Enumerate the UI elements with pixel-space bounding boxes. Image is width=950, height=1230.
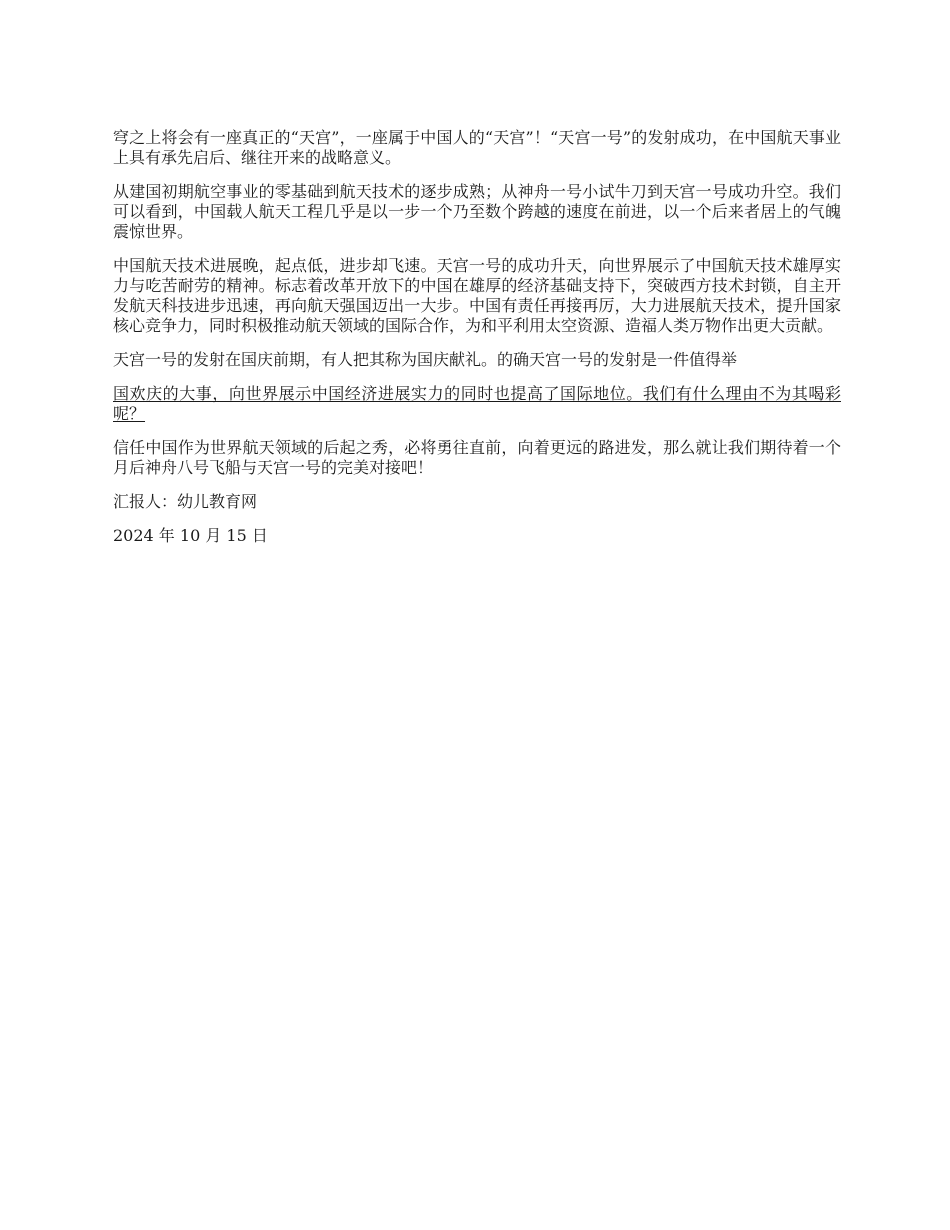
date-line: 2024 年 10 月 15 日: [113, 526, 268, 545]
reporter-line: 汇报人：幼儿教育网: [113, 492, 258, 511]
document-body: [113, 128, 841, 560]
paragraph-national-day-launch: 天宫一号的发射在国庆前期，有人把其称为国庆献礼。的确天宫一号的发射是一件值得举: [113, 350, 738, 369]
paragraph-future-docking: 信任中国作为世界航天领域的后起之秀，必将勇往直前，向着更远的路进发，那么就让我们期待着一个月后神舟八号飞船与天宫一号的完美对接吧！: [113, 438, 841, 477]
paragraph-celebration-underlined: 国欢庆的大事，向世界展示中国经济进展实力的同时也提高了国际地位。我们有什么理由不为其喝彩呢？: [113, 384, 841, 423]
paragraph-tiangong-significance: 穹之上将会有一座真正的“天宫”，一座属于中国人的“天宫”！“天宫一号”的发射成功，在中国航天事业上具有承先启后、继往开来的战略意义。: [113, 128, 841, 167]
paragraph-aerospace-progress: 从建国初期航空事业的零基础到航天技术的逐步成熟；从神舟一号小试牛刀到天宫一号成功升空。我们可以看到，中国载人航天工程几乎是以一步一个乃至数个跨越的速度在前进，以一个后来者居上的气魄震惊世界。: [113, 182, 841, 241]
paragraph-technology-development: 中国航天技术进展晚，起点低，进步却飞速。天宫一号的成功升天，向世界展示了中国航天技术雄厚实力与吃苦耐劳的精神。标志着改革开放下的中国在雄厚的经济基础支持下，突破西方技术封锁，自主开发航天科技进步迅速，再向航天强国迈出一大步。中国有责任再接再厉，大力进展航天技术，提升国家核心竞争力，同时积极推动航天领域的国际合作，为和平利用太空资源、造福人类万物作出更大贡献。: [113, 256, 841, 335]
